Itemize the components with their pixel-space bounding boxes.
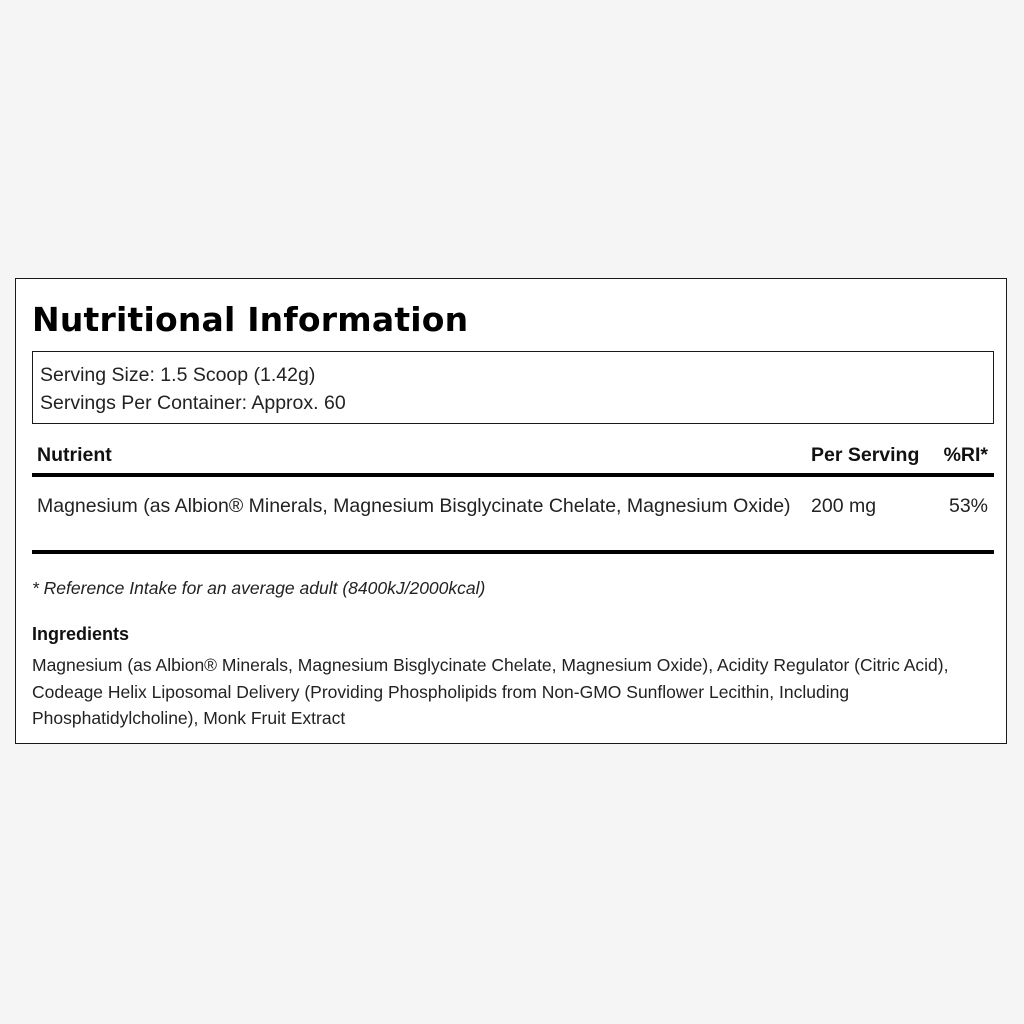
- servings-per-container: Servings Per Container: Approx. 60: [40, 392, 346, 414]
- serving-size: Serving Size: 1.5 Scoop (1.42g): [40, 364, 316, 386]
- table-header-row: [32, 441, 994, 477]
- header-per-serving: Per Serving: [811, 444, 920, 466]
- header-ri: %RI*: [943, 444, 988, 466]
- table-row: [32, 477, 994, 554]
- ingredients-heading: Ingredients: [32, 624, 130, 644]
- ingredients-text: Magnesium (as Albion® Minerals, Magnesium Bisglycinate Chelate, Magnesium Oxide), Acidity Regulator (Citric Acid), Codeage Helix Liposomal Delivery (Providing Phospholipids from Non-GMO Sunflower Lecithin, Including Phosphatidylcholine), Monk Fruit Extract: [32, 655, 949, 728]
- nutrition-panel: [15, 278, 1007, 744]
- serving-info-box: [32, 351, 994, 424]
- nutrient-table: [32, 441, 994, 554]
- panel-title: Nutritional Information: [32, 300, 469, 339]
- nutrient-ri: 53%: [948, 495, 988, 517]
- nutrient-amount: 200 mg: [811, 495, 877, 517]
- nutrient-name: Magnesium (as Albion® Minerals, Magnesium Bisglycinate Chelate, Magnesium Oxide): [37, 495, 791, 517]
- header-nutrient: Nutrient: [37, 444, 112, 466]
- ri-footnote: * Reference Intake for an average adult (8400kJ/2000kcal): [32, 578, 486, 598]
